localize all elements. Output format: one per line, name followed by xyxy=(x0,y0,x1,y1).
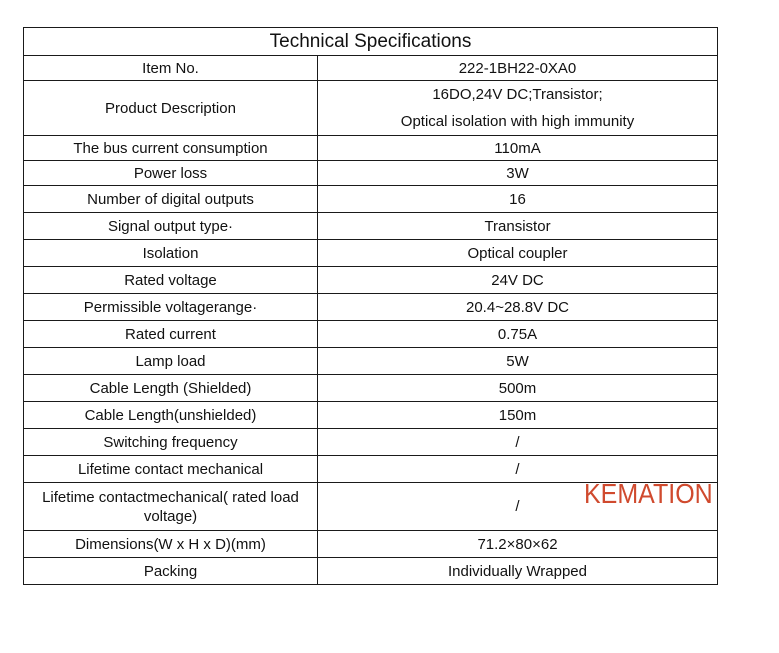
spec-value: Transistor xyxy=(318,213,718,240)
spec-label: Permissible voltagerange· xyxy=(24,294,318,321)
spec-value xyxy=(318,81,718,136)
table-row xyxy=(24,240,718,267)
spec-value: 110mA xyxy=(318,136,718,161)
spec-value-line: Optical isolation with high immunity xyxy=(400,113,635,130)
table-row xyxy=(24,375,718,402)
spec-label: Cable Length(unshielded) xyxy=(24,402,318,429)
spec-label: Lifetime contactmechanical( rated load voltage) xyxy=(24,483,318,531)
spec-label: Number of digital outputs xyxy=(24,186,318,213)
spec-value: 150m xyxy=(318,402,718,429)
table-row xyxy=(24,294,718,321)
spec-value: Optical coupler xyxy=(318,240,718,267)
spec-value: 24V DC xyxy=(318,267,718,294)
spec-label: Power loss xyxy=(24,161,318,186)
spec-label: Lamp load xyxy=(24,348,318,375)
spec-label: Cable Length (Shielded) xyxy=(24,375,318,402)
spec-value: Individually Wrapped xyxy=(318,558,718,585)
spec-label: Item No. xyxy=(24,56,318,81)
table-row xyxy=(24,186,718,213)
spec-value: 3W xyxy=(318,161,718,186)
spec-value: / xyxy=(318,456,718,483)
table-row xyxy=(24,348,718,375)
spec-label: The bus current consumption xyxy=(24,136,318,161)
spec-value: 20.4~28.8V DC xyxy=(318,294,718,321)
spec-value: 222-1BH22-0XA0 xyxy=(318,56,718,81)
spec-label: Rated current xyxy=(24,321,318,348)
table-title-row xyxy=(24,28,718,56)
spec-value: / xyxy=(318,429,718,456)
table-row xyxy=(24,429,718,456)
table-row xyxy=(24,56,718,81)
spec-label: Packing xyxy=(24,558,318,585)
table-row xyxy=(24,161,718,186)
spec-value: 500m xyxy=(318,375,718,402)
table-row xyxy=(24,321,718,348)
spec-label: Isolation xyxy=(24,240,318,267)
spec-label: Lifetime contact mechanical xyxy=(24,456,318,483)
spec-value: 16 xyxy=(318,186,718,213)
watermark-text: KEMATION xyxy=(584,479,713,510)
table-row xyxy=(24,136,718,161)
spec-value-line: 16DO,24V DC;Transistor; xyxy=(432,86,603,103)
table-row xyxy=(24,81,718,136)
spec-value: 5W xyxy=(318,348,718,375)
spec-label: Rated voltage xyxy=(24,267,318,294)
table-row xyxy=(24,558,718,585)
spec-label: Dimensions(W x H x D)(mm) xyxy=(24,531,318,558)
table-row xyxy=(24,267,718,294)
spec-label: Switching frequency xyxy=(24,429,318,456)
table-row xyxy=(24,531,718,558)
table-row xyxy=(24,213,718,240)
spec-value: 71.2×80×62 xyxy=(318,531,718,558)
spec-value: / xyxy=(318,483,718,531)
spec-value: 0.75A xyxy=(318,321,718,348)
spec-label: Signal output type· xyxy=(24,213,318,240)
spec-label: Product Description xyxy=(24,81,318,136)
table-title: Technical Specifications xyxy=(24,28,718,56)
table-row xyxy=(24,402,718,429)
